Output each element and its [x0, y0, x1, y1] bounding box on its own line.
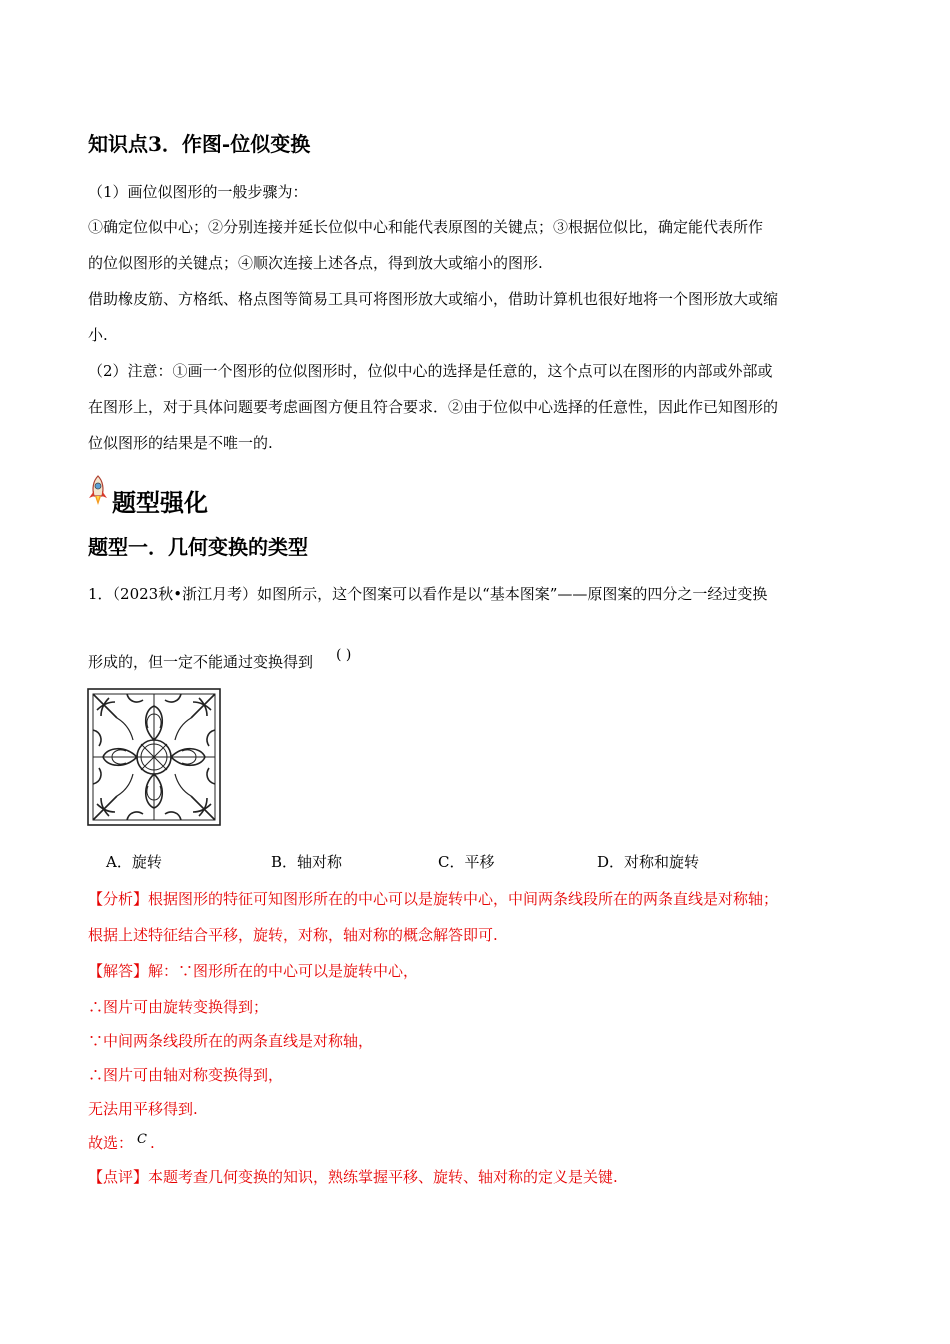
- comment-line: 【点评】本题考查几何变换的知识，熟练掌握平移、旋转、轴对称的定义是关键.: [88, 1168, 618, 1186]
- kp-line-3: 的位似图形的关键点；④顺次连接上述各点，得到放大或缩小的图形.: [88, 254, 543, 272]
- type-one-heading: 题型一．几何变换的类型: [88, 535, 308, 559]
- answer-line-5: 无法用平移得到.: [88, 1100, 198, 1118]
- choice-suffix: .: [149, 1134, 155, 1152]
- pattern-figure: [87, 688, 221, 826]
- answer-line-1: 【解答】解：∵图形所在的中心可以是旋转中心，: [88, 962, 419, 980]
- option-a[interactable]: A．旋转: [106, 853, 162, 871]
- option-b[interactable]: B．轴对称: [271, 853, 343, 871]
- answer-line-3: ∵中间两条线段所在的两条直线是对称轴，: [88, 1032, 374, 1050]
- knowledge-point-heading: 知识点3．作图-位似变换: [88, 132, 311, 156]
- question-line-1: 1．（2023秋•浙江月考）如图所示，这个图案可以看作是以“基本图案”——原图案的四分之一经过变换: [88, 585, 768, 603]
- final-choice: [88, 1132, 155, 1153]
- choice-value: C: [137, 1132, 147, 1147]
- kp-line-1: （1）画位似图形的一般步骤为：: [88, 183, 308, 201]
- kp-line-4: 借助橡皮筋、方格纸、格点图等简易工具可将图形放大或缩小，借助计算机也很好地将一个图形放大或缩: [88, 290, 779, 308]
- analysis-line-1: 【分析】根据图形的特征可知图形所在的中心可以是旋转中心，中间两条线段所在的两条直线是对称轴；: [88, 890, 779, 908]
- rocket-icon: [86, 474, 110, 508]
- kp-line-7: 在图形上，对于具体问题要考虑画图方便且符合要求．②由于位似中心选择的任意性，因此作已知图形的: [88, 398, 779, 416]
- kp-line-8: 位似图形的结果是不唯一的.: [88, 434, 273, 452]
- answer-line-4: ∴图片可由轴对称变换得到，: [88, 1066, 284, 1084]
- kp-line-2: ①确定位似中心；②分别连接并延长位似中心和能代表原图的关键点；③根据位似比，确定能代表所作: [88, 218, 764, 236]
- analysis-line-2: 根据上述特征结合平移，旋转，对称，轴对称的概念解答即可.: [88, 926, 498, 944]
- kp-line-5: 小.: [88, 326, 108, 344]
- kp-line-6: （2）注意：①画一个图形的位似图形时，位似中心的选择是任意的，这个点可以在图形的内部或外部或: [88, 362, 773, 380]
- answer-parenthesis: ( ): [336, 647, 352, 663]
- choice-prefix: 故选：: [88, 1134, 134, 1152]
- answer-line-2: ∴图片可由旋转变换得到；: [88, 998, 269, 1016]
- option-d[interactable]: D．对称和旋转: [597, 853, 700, 871]
- question-line-2: 形成的，但一定不能通过变换得到: [88, 653, 314, 671]
- section-title: 题型强化: [112, 488, 208, 517]
- option-c[interactable]: C．平移: [438, 853, 495, 871]
